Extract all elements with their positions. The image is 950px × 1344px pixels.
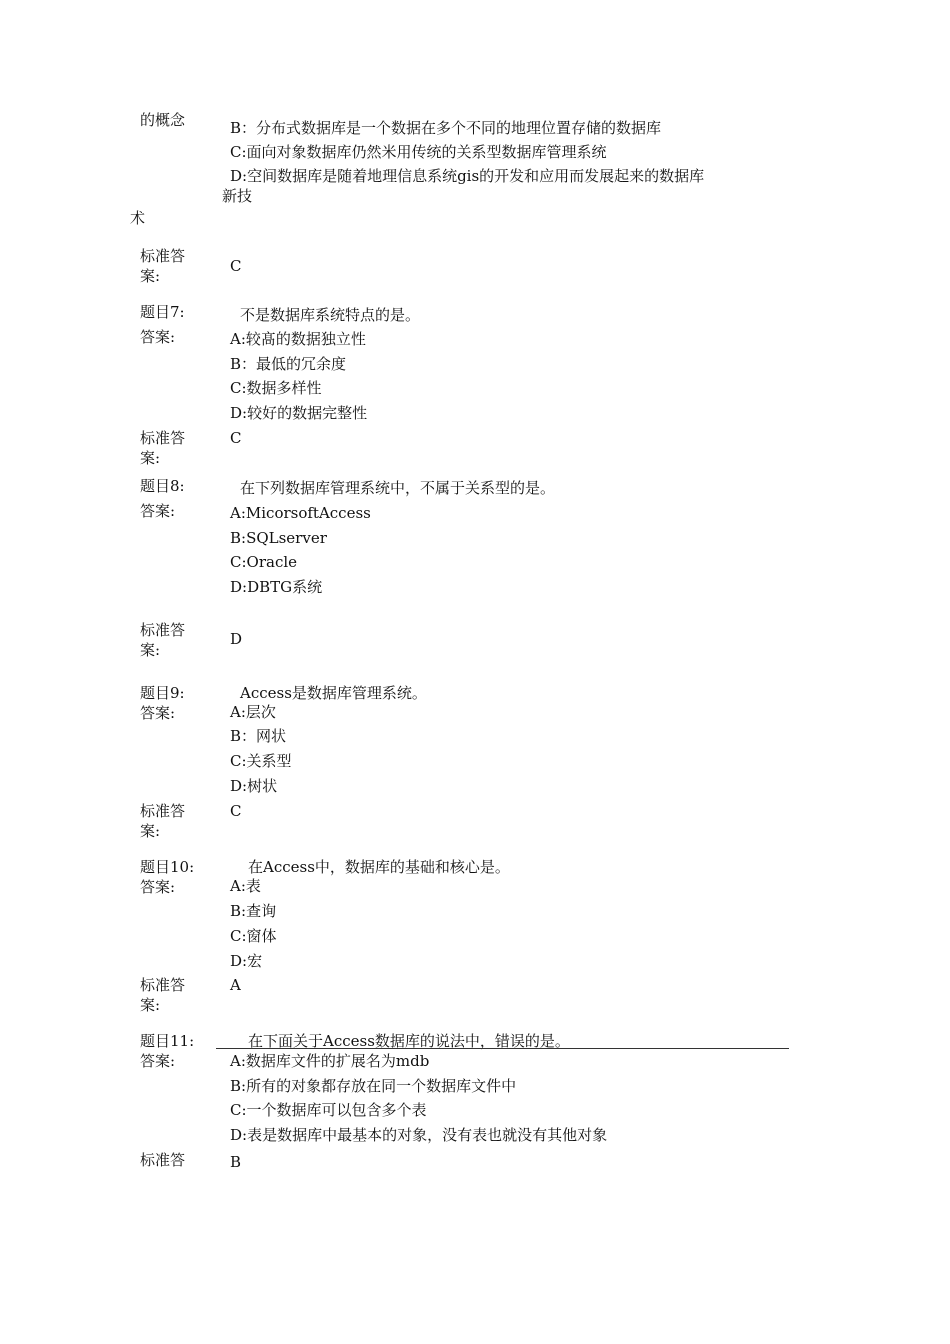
q10-option-d: D:宏 — [230, 952, 263, 970]
q8-answer-label: 答案: — [140, 502, 176, 520]
q7-standard-answer: C — [230, 429, 242, 447]
q11-option-a: A:数据库文件的扩展名为mdb — [230, 1052, 430, 1070]
q10-label: 题目10: — [140, 858, 195, 876]
q11-standard-label-1: 标准答 — [140, 1151, 186, 1169]
q7-option-d: D:较好的数据完整性 — [230, 404, 368, 422]
q8-option-d: D:DBTG系统 — [230, 578, 323, 596]
q7-option-c: C:数据多样性 — [230, 379, 322, 397]
q10-text: 在Access中，数据库的基础和核心是。 — [248, 858, 510, 876]
q9-standard-label-2: 案: — [140, 822, 161, 840]
q10-option-c: C:窗体 — [230, 927, 277, 945]
q11-standard-answer: B — [230, 1153, 242, 1171]
q7-standard-label-1: 标准答 — [140, 429, 186, 447]
q8-option-a: A:MicorsoftAccess — [230, 504, 371, 522]
q7-option-a: A:较髙的数据独立性 — [230, 330, 366, 348]
q9-option-d: D:树状 — [230, 777, 278, 795]
q11-option-d: D:表是数据库中最基本的对象，没有表也就没有其他对象 — [230, 1126, 608, 1144]
q8-option-b: B:SQLserver — [230, 529, 327, 547]
q11-text: 在下面关于Access数据库的说法中，错误的是。 — [248, 1032, 570, 1050]
q9-label: 题目9: — [140, 684, 185, 702]
q10-standard-label-1: 标准答 — [140, 976, 186, 994]
q6-standard-answer: C — [230, 257, 242, 275]
q6-label-tail: 的概念 — [140, 111, 186, 129]
q7-label: 题目7: — [140, 303, 185, 321]
q11-option-b: B:所有的对象都存放在同一个数据库文件中 — [230, 1077, 517, 1095]
q9-option-b: B：网状 — [230, 727, 287, 745]
q6-option-c: C:面向对象数据库仍然米用传统的关系型数据库管理系统 — [230, 143, 607, 161]
q10-standard-answer: A — [230, 976, 241, 994]
q9-text: Access是数据库管理系统。 — [240, 684, 427, 702]
q8-standard-label-1: 标准答 — [140, 621, 186, 639]
q6-option-d: D:空间数据库是随着地理信息系统gis的开发和应用而发展起来的数据库 — [230, 167, 705, 185]
q10-answer-label: 答案: — [140, 878, 176, 896]
q10-option-a: A:表 — [230, 877, 261, 895]
q11-answer-label: 答案: — [140, 1052, 176, 1070]
q6-option-d-wrap: 新技 — [222, 187, 253, 205]
q9-option-c: C:关系型 — [230, 752, 292, 770]
q8-standard-label-2: 案: — [140, 641, 161, 659]
q7-answer-label: 答案: — [140, 328, 176, 346]
q11-label: 题目11: — [140, 1032, 195, 1050]
q10-option-b: B:查询 — [230, 902, 277, 920]
q11-option-c: C:一个数据库可以包含多个表 — [230, 1101, 427, 1119]
q10-standard-label-2: 案: — [140, 996, 161, 1014]
q6-standard-label-2: 案: — [140, 267, 161, 285]
q7-option-b: B：最低的冗余度 — [230, 355, 347, 373]
q8-text: 在下列数据库管理系统中，不属于关系型的是。 — [240, 479, 556, 497]
q8-label: 题目8: — [140, 477, 185, 495]
q9-standard-label-1: 标准答 — [140, 802, 186, 820]
q6-option-b: B：分布式数据库是一个数据在多个不同的地理位置存储的数据库 — [230, 119, 662, 137]
q9-answer-label: 答案: — [140, 704, 176, 722]
q6-standard-label-1: 标准答 — [140, 247, 186, 265]
q8-standard-answer: D — [230, 630, 243, 648]
q8-option-c: C:Oracle — [230, 553, 298, 571]
q7-text: 不是数据库系统特点的是。 — [240, 306, 421, 324]
q11-underline — [216, 1048, 789, 1049]
q9-option-a: A:层次 — [230, 703, 276, 721]
q7-standard-label-2: 案: — [140, 449, 161, 467]
q9-standard-answer: C — [230, 802, 242, 820]
q6-label-tail-2: 术 — [130, 209, 146, 227]
